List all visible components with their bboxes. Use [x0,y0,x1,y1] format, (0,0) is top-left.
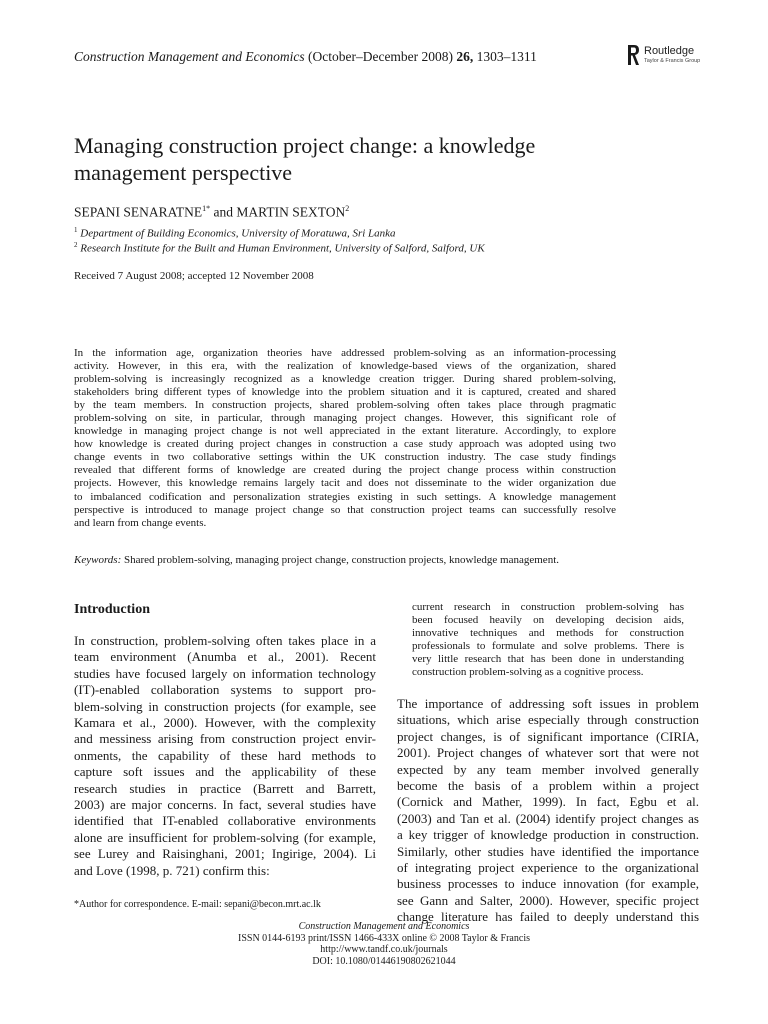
body-line: change literature has failed to deeply understand this [397,909,699,925]
quote-line: very little research that has been done in understanding [412,652,684,665]
footer-issn: ISSN 0144-6193 print/ISSN 1466-433X online © 2008 Taylor & Francis [238,932,530,944]
running-header [74,49,537,65]
quote-line: been focused heavily on developing decision aids, [412,613,684,626]
body-line: 2001). Project changes of whatever sort that were not [397,745,699,761]
body-line: onments, the capability of these hard methods to [74,747,376,763]
author-affiliation-mark: 2 [345,204,350,213]
body-line: a key trigger of knowledge production in construction. [397,827,699,843]
body-line: In construction, problem-solving often takes place in a [74,633,376,648]
body-line: of integrating project experience to the organizational [397,860,699,876]
quote-line: professionals to formulate and solve problems. There is [412,639,684,652]
abstract-line: revealed that different forms of knowledge are created during the project change process within construction [74,464,616,477]
body-line: expected by any team member involved generally [397,761,699,777]
abstract-line: change events in two collaborative settings within the UK construction industry. The case study findings [74,451,616,464]
abstract-line: how knowledge is created during project changes in construction a case study approach was adopted using two [74,438,616,451]
journal-name: Construction Management and Economics [74,49,305,64]
body-line: The importance of addressing soft issues in problem [397,696,699,711]
abstract-line: activity. However, in this era, with the realization of knowledge-based views of the organization, shared [74,360,616,373]
body-line: and Love (1998, p. 721) confirm this: [74,862,270,878]
publisher-name: Routledge [644,45,695,57]
author-name: SEPANI SENARATNE [74,204,203,220]
quote-line: current research in construction problem-solving has [412,601,684,613]
keywords-text: Shared problem-solving, managing project change, construction projects, knowledge management. [124,554,559,566]
footer-url: http://www.tandf.co.uk/journals [320,944,448,955]
body-line: (Cornick and Mather, 1999). In fact, Egbu et al. [397,794,699,810]
body-line: blem-solving in construction projects (for example, see [74,698,376,714]
author-list [74,204,349,221]
affiliation [74,241,485,255]
routledge-r-icon [627,44,640,66]
publisher-logo [627,44,707,68]
abstract-line: problem-solving on site, in particular, through managing project changes. However, this significant role of [74,412,616,425]
article-title [74,132,634,186]
author-conjunction: and [210,204,237,220]
section-heading: Introduction [74,602,150,617]
author-affiliation-mark: 1* [202,204,211,213]
page-footer [0,921,768,967]
keywords-label: Keywords: [74,554,122,566]
body-line: project changes, is of significant importance (CIRIA, [397,728,699,744]
body-line: Similarly, other studies have identified the importance [397,843,699,859]
issue-date: (October–December 2008) [307,49,454,64]
title-line: management perspective [74,160,293,185]
body-line: business processes to induce innovation (for example, [397,876,699,892]
body-line: and messiness arising from construction project envir- [74,731,376,747]
abstract-line: perspective is introduced to manage project change so that construction project teams can successfully resolve [74,503,616,516]
volume-number: 26, [456,49,474,64]
body-line: become the basis of a problem within a project [397,778,699,794]
author-name: MARTIN SEXTON [236,204,346,220]
page-range: 1303–1311 [476,49,537,64]
affiliation [74,226,396,240]
publisher-group: Taylor & Francis Group [644,58,701,64]
body-line: (2003) and Tan et al. (2004) identify project changes as [397,810,699,826]
body-line: research studies in practice (Barrett and Barrett, [74,780,376,796]
abstract [74,347,616,530]
body-column-right [397,696,699,926]
affiliation-mark: 2 [74,241,78,249]
affiliation-text: Department of Building Economics, University of Moratuwa, Sri Lanka [80,227,396,240]
body-line: situations, which arise especially through construction [397,712,699,728]
abstract-line: knowledge in managing project change is not well appreciated in the extant literature. Accordingly, to explore [74,425,616,438]
quote-line: innovative techniques and methods for construction [412,626,684,639]
abstract-line: stakeholders bring different types of knowledge into the problem situation and it is captured, created and shared [74,386,616,399]
body-line: 2003) are major concerns. In fact, several studies have [74,797,376,813]
abstract-line: problem-solving is increasingly recognized as a knowledge creation trigger. During shared problem-solving, [74,373,616,386]
footer-journal: Construction Management and Economics [298,921,470,932]
affiliation-mark: 1 [74,226,78,234]
abstract-line: and learn from change events. [74,516,207,529]
abstract-line: projects. However, this knowledge remains largely tacit and does not disseminate to the wider organization due [74,477,616,490]
abstract-line: to imbalanced codification and personalization strategies existing in such settings. A knowledge management [74,490,616,503]
body-line: see Gann and Salter, 2000). However, specific project [397,892,699,908]
body-line: Kamara et al., 2000). However, with the complexity [74,715,376,731]
body-line: (IT)-enabled collaboration systems to support pro- [74,682,376,698]
body-line: identified that IT-enabled collaborative environments [74,813,376,829]
keywords [74,554,634,566]
quote-line: construction problem-solving as a cognitive process. [412,665,644,678]
body-column-left [74,633,376,879]
body-line: capture soft issues and the applicability of these [74,764,376,780]
body-line: alone are insufficient for problem-solving (for example, [74,829,376,845]
abstract-line: In the information age, organization theories have addressed problem-solving as an information-processing [74,347,616,359]
block-quote [412,601,684,678]
title-line: Managing construction project change: a knowledge [74,133,536,158]
body-line: team environment (Anumba et al., 2001). Recent [74,649,376,665]
body-line: studies have focused largely on information technology [74,665,376,681]
affiliation-text: Research Institute for the Built and Human Environment, University of Salford, Salford, UK [80,242,485,255]
footer-doi: DOI: 10.1080/01446190802621044 [312,955,456,967]
received-date: Received 7 August 2008; accepted 12 November 2008 [74,270,314,282]
abstract-line: by the team members. In construction projects, shared problem-solving often takes place through pragmatic [74,399,616,412]
body-line: see Lurey and Raisinghani, 2001; Ingirige, 2004). Li [74,846,376,862]
correspondence-footnote: *Author for correspondence. E-mail: sepani@becon.mrt.ac.lk [74,899,321,910]
